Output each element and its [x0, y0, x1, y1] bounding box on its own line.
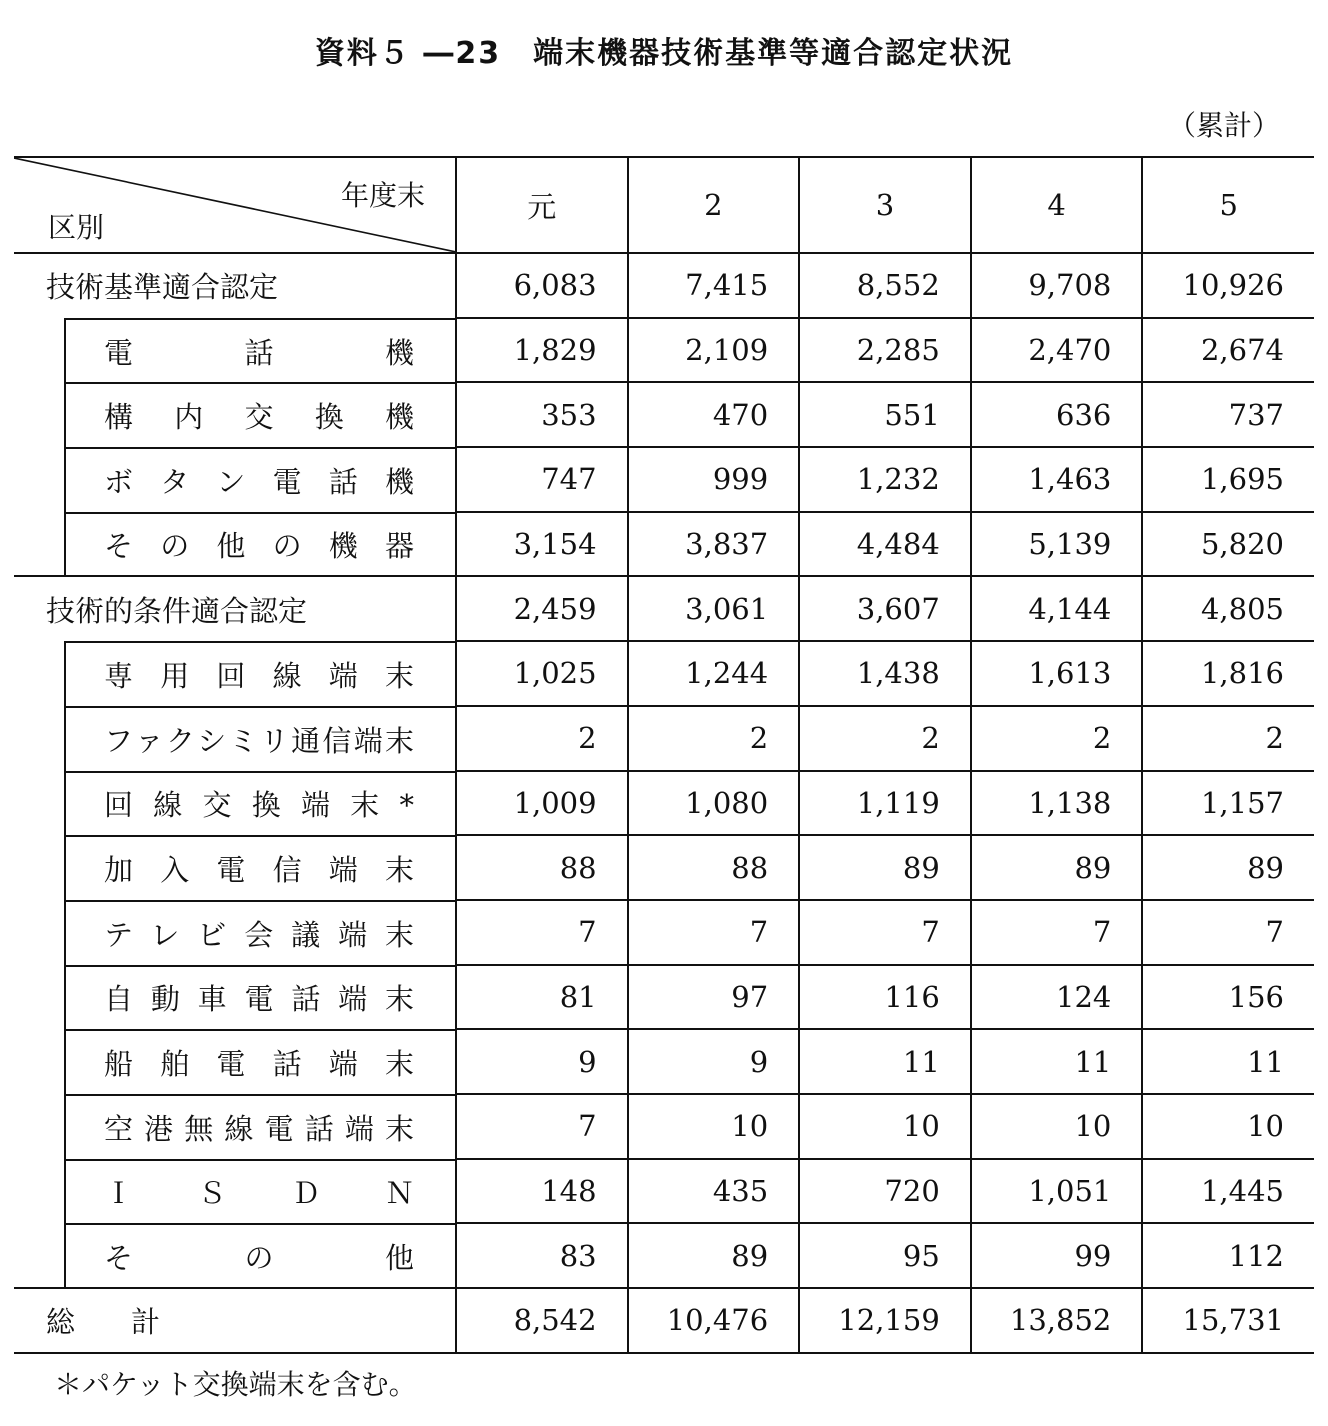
item-value: 2 [799, 706, 971, 771]
item-value: 10 [799, 1094, 971, 1159]
table-row [14, 1094, 1314, 1159]
item-value: 7 [456, 900, 628, 965]
year-header: 3 [799, 157, 971, 253]
section-value: 4,144 [971, 576, 1143, 641]
section-value: 10,926 [1142, 253, 1314, 318]
item-cell [14, 447, 456, 512]
section-value: 3,607 [799, 576, 971, 641]
item-value: 9 [456, 1029, 628, 1094]
item-value: 2,109 [628, 318, 800, 383]
item-value: 1,244 [628, 641, 800, 706]
item-indent [64, 512, 455, 576]
item-cell [14, 965, 456, 1030]
item-value: 1,445 [1142, 1159, 1314, 1224]
section-label: 技術基準適合認定 [46, 270, 279, 305]
item-indent [64, 1094, 455, 1159]
item-value: 7 [456, 1094, 628, 1159]
header-row [14, 157, 1314, 253]
item-indent [64, 1159, 455, 1224]
table-row [14, 706, 1314, 771]
item-label: ファクシミリ通信端末 [104, 723, 414, 758]
table-row [14, 447, 1314, 512]
item-value: 7 [971, 900, 1143, 965]
item-value: 156 [1142, 965, 1314, 1030]
item-value: 2 [456, 706, 628, 771]
item-value: 88 [456, 835, 628, 900]
item-cell [14, 706, 456, 771]
section-value: 6,083 [456, 253, 628, 318]
item-value: 116 [799, 965, 971, 1030]
item-value: 5,139 [971, 512, 1143, 577]
total-value: 12,159 [799, 1288, 971, 1353]
item-value: 1,051 [971, 1159, 1143, 1224]
item-cell [14, 512, 456, 577]
item-value: 470 [628, 382, 800, 447]
item-indent [64, 1029, 455, 1094]
item-value: 89 [1142, 835, 1314, 900]
item-indent [64, 835, 455, 900]
total-label: 総計 [46, 1304, 217, 1339]
item-cell [14, 1094, 456, 1159]
table-row [14, 1223, 1314, 1288]
year-header: 5 [1142, 157, 1314, 253]
item-value: 99 [971, 1223, 1143, 1288]
item-value: 999 [628, 447, 800, 512]
item-indent [64, 900, 455, 965]
item-label: 加入電信端末 [104, 853, 414, 888]
item-value: 551 [799, 382, 971, 447]
item-indent [64, 447, 455, 512]
item-value: 747 [456, 447, 628, 512]
item-value: 2 [1142, 706, 1314, 771]
item-value: 95 [799, 1223, 971, 1288]
item-label: その他 [104, 1240, 414, 1275]
certification-table [14, 156, 1314, 1354]
item-value: 9 [628, 1029, 800, 1094]
item-indent [64, 641, 455, 706]
item-value: 88 [628, 835, 800, 900]
section-row [14, 253, 1314, 318]
item-cell [14, 1223, 456, 1288]
item-value: 10 [628, 1094, 800, 1159]
item-cell [14, 1159, 456, 1224]
item-label: ＩＳＤＮ [104, 1176, 414, 1211]
item-label: 専用回線端末 [104, 658, 414, 693]
item-label: 構内交換機 [104, 400, 414, 435]
item-value: 1,463 [971, 447, 1143, 512]
table-row [14, 512, 1314, 577]
item-cell [14, 318, 456, 383]
item-value: 1,613 [971, 641, 1143, 706]
item-value: 11 [1142, 1029, 1314, 1094]
table-row [14, 835, 1314, 900]
item-value: 435 [628, 1159, 800, 1224]
item-indent [64, 318, 455, 383]
item-value: 1,816 [1142, 641, 1314, 706]
item-cell [14, 382, 456, 447]
header-corner [14, 157, 456, 253]
item-value: 1,080 [628, 771, 800, 836]
item-indent [64, 965, 455, 1030]
item-value: 1,025 [456, 641, 628, 706]
table-row [14, 1159, 1314, 1224]
item-value: 636 [971, 382, 1143, 447]
item-indent [64, 382, 455, 447]
item-value: 4,484 [799, 512, 971, 577]
table-row [14, 771, 1314, 836]
page-title: 資料５ ―23 端末機器技術基準等適合認定状況 [314, 36, 1014, 71]
section-value: 9,708 [971, 253, 1143, 318]
total-value: 13,852 [971, 1288, 1143, 1353]
item-value: 83 [456, 1223, 628, 1288]
item-cell [14, 835, 456, 900]
item-value: 1,695 [1142, 447, 1314, 512]
item-value: 10 [971, 1094, 1143, 1159]
table-body [14, 253, 1314, 1288]
item-cell [14, 1029, 456, 1094]
item-value: 2,285 [799, 318, 971, 383]
table-row [14, 318, 1314, 383]
item-value: 81 [456, 965, 628, 1030]
item-label: 空港無線電話端末 [104, 1111, 414, 1146]
table-row [14, 641, 1314, 706]
year-end-label: 年度末 [340, 179, 425, 212]
table-row [14, 382, 1314, 447]
year-header: 4 [971, 157, 1143, 253]
item-value: 7 [1142, 900, 1314, 965]
footnote: ＊パケット交換端末を含む。 [54, 1368, 417, 1401]
item-value: 737 [1142, 382, 1314, 447]
item-value: 1,119 [799, 771, 971, 836]
section-value: 8,552 [799, 253, 971, 318]
item-label: 電話機 [104, 335, 414, 370]
item-value: 10 [1142, 1094, 1314, 1159]
item-cell [14, 771, 456, 836]
section-value: 4,805 [1142, 576, 1314, 641]
total-value: 15,731 [1142, 1288, 1314, 1353]
item-value: 2,674 [1142, 318, 1314, 383]
item-value: 124 [971, 965, 1143, 1030]
item-value: 3,154 [456, 512, 628, 577]
item-value: 3,837 [628, 512, 800, 577]
item-indent [64, 706, 455, 771]
total-row [14, 1288, 1314, 1353]
item-value: 353 [456, 382, 628, 447]
item-value: 1,232 [799, 447, 971, 512]
unit-label: （累計） [1167, 109, 1280, 142]
item-value: 1,009 [456, 771, 628, 836]
item-value: 97 [628, 965, 800, 1030]
item-value: 89 [799, 835, 971, 900]
item-value: 1,438 [799, 641, 971, 706]
item-value: 5,820 [1142, 512, 1314, 577]
item-value: 7 [799, 900, 971, 965]
item-value: 2,470 [971, 318, 1143, 383]
item-value: 148 [456, 1159, 628, 1224]
item-value: 11 [971, 1029, 1143, 1094]
total-value: 8,542 [456, 1288, 628, 1353]
category-label: 区別 [48, 211, 105, 244]
section-value: 3,061 [628, 576, 800, 641]
section-row [14, 576, 1314, 641]
total-value: 10,476 [628, 1288, 800, 1353]
year-header: 2 [628, 157, 800, 253]
item-value: 11 [799, 1029, 971, 1094]
table-row [14, 1029, 1314, 1094]
item-indent [64, 771, 455, 836]
item-value: 1,138 [971, 771, 1143, 836]
item-value: 1,157 [1142, 771, 1314, 836]
section-label: 技術的条件適合認定 [46, 593, 308, 628]
item-label: その他の機器 [104, 529, 414, 564]
item-value: 7 [628, 900, 800, 965]
year-header: 元 [456, 157, 628, 253]
section-value: 2,459 [456, 576, 628, 641]
table-row [14, 900, 1314, 965]
item-value: 112 [1142, 1223, 1314, 1288]
item-value: 2 [628, 706, 800, 771]
item-cell [14, 641, 456, 706]
table-row [14, 965, 1314, 1030]
item-label: テレビ会議端末 [104, 917, 414, 952]
item-label: ボタン電話機 [104, 464, 414, 499]
item-value: 720 [799, 1159, 971, 1224]
section-value: 7,415 [628, 253, 800, 318]
item-label: 回線交換端末* [104, 788, 414, 823]
item-indent [64, 1223, 455, 1287]
item-cell [14, 900, 456, 965]
item-value: 89 [628, 1223, 800, 1288]
item-value: 89 [971, 835, 1143, 900]
item-value: 1,829 [456, 318, 628, 383]
item-label: 船舶電話端末 [104, 1047, 414, 1082]
item-value: 2 [971, 706, 1143, 771]
item-label: 自動車電話端末 [104, 982, 414, 1017]
